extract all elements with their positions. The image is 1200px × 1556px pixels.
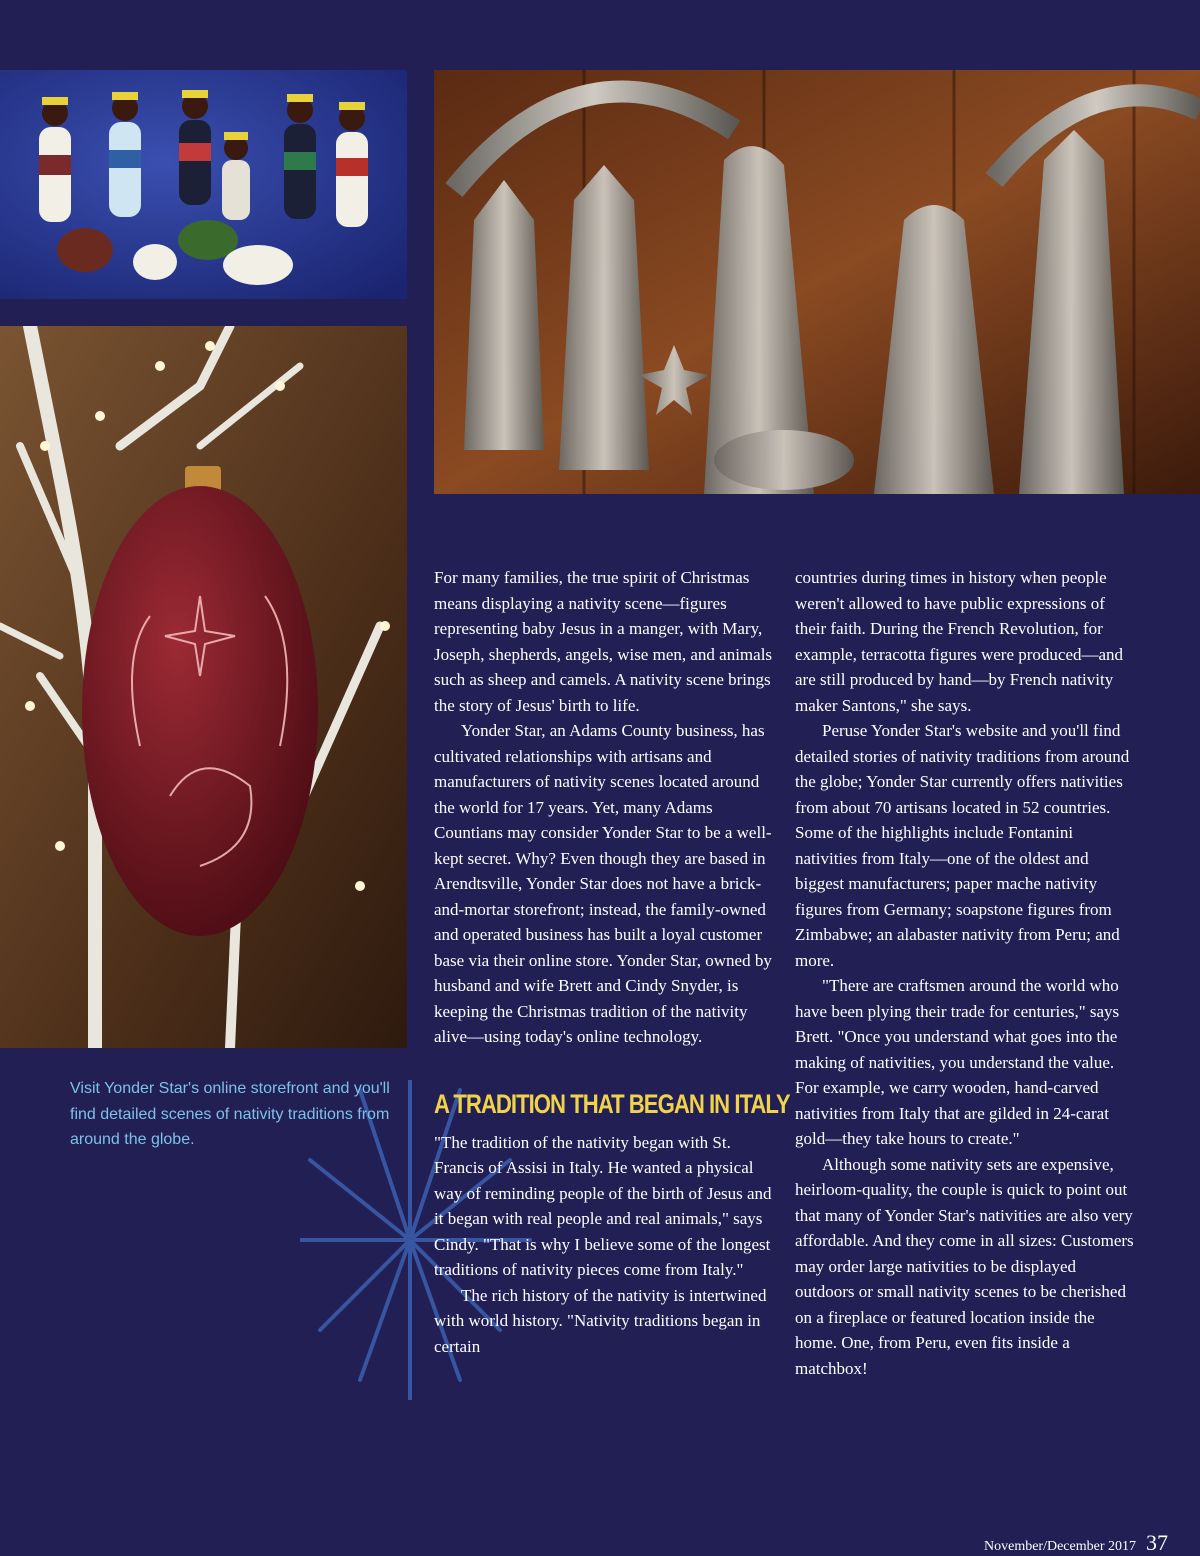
paragraph: Although some nativity sets are expensive, heirloom-quality, the couple is quick to point out that many of Yonder Star's nativities are also very affordable. And they come in all sizes: Customers may order large nativities to be displayed outdoors or small nativity scenes to be cherished on a fireplace or featured location inside the home. One, from Peru, even fits inside a matchbox! xyxy=(795,1154,1134,1378)
article-column-2 xyxy=(795,565,1135,1381)
paragraph: Peruse Yonder Star's website and you'll find detailed stories of nativity traditions from around the globe; Yonder Star currently offers nativities from about 70 artisans located in 52 countries. Some of the highlights include Fontanini nativities from Italy—one of the oldest and biggest manufacturers; paper mache nativity figures from Germany; soapstone figures from Zimbabwe; an alabaster nativity from Peru; and more. xyxy=(795,721,1130,970)
paragraph: countries during times in history when people weren't allowed to have public expressions of their faith. During the French Revolution, for example, terracotta figures were produced—and are still produced by hand—by French nativity maker Santons," she says. xyxy=(795,568,1124,715)
paragraph: Yonder Star, an Adams County business, has cultivated relationships with artisans and manufacturers of nativity scenes located around the world for 17 years. Yet, many Adams Countians may consider Yonder Star to be a well-kept secret. Why? Even though they are based in Arendtsville, Yonder Star does not have a brick-and-mortar storefront; instead, the family-owned and operated business has built a loyal customer base via their online store. Yonder Star, owned by husband and wife Brett and Cindy Snyder, is keeping the Christmas tradition of the nativity alive—using today's online technology. xyxy=(434,721,772,1046)
page-number: 37 xyxy=(1146,1530,1168,1555)
photo-metal-nativity xyxy=(434,70,1200,494)
photo-caption: Visit Yonder Star's online storefront and you'll find detailed scenes of nativity traditions from around the globe. xyxy=(70,1080,390,1148)
issue-date: November/December 2017 xyxy=(984,1539,1136,1554)
page-footer xyxy=(984,1530,1168,1556)
paragraph: "There are craftsmen around the world who have been plying their trade for centuries," says Brett. "Once you understand what goes into the making of nativities, you understand the value. For example, we carry wooden, hand-carved nativities from Italy that are gilded in 24-carat gold—they take hours to create." xyxy=(795,976,1120,1148)
photo-etched-ornament xyxy=(0,326,407,1048)
article-column-1 xyxy=(434,565,790,1359)
photo-nativity-figurines xyxy=(0,70,407,299)
paragraph: "The tradition of the nativity began with St. Francis of Assisi in Italy. He wanted a physical way of reminding people of the birth of Jesus and it began with real people and real animals," says Cindy. "That is why I believe some of the longest traditions of nativity pieces come from Italy." xyxy=(434,1132,772,1279)
section-heading: A TRADITION THAT BEGAN IN ITALY xyxy=(434,1088,790,1119)
paragraph: For many families, the true spirit of Christmas means displaying a nativity scene—figures representing baby Jesus in a manger, with Mary, Joseph, shepherds, angels, wise men, and animals such as sheep and camels. A nativity scene brings the story of Jesus' birth to life. xyxy=(434,568,773,715)
paragraph: The rich history of the nativity is intertwined with world history. "Nativity traditions began in certain xyxy=(434,1285,767,1356)
